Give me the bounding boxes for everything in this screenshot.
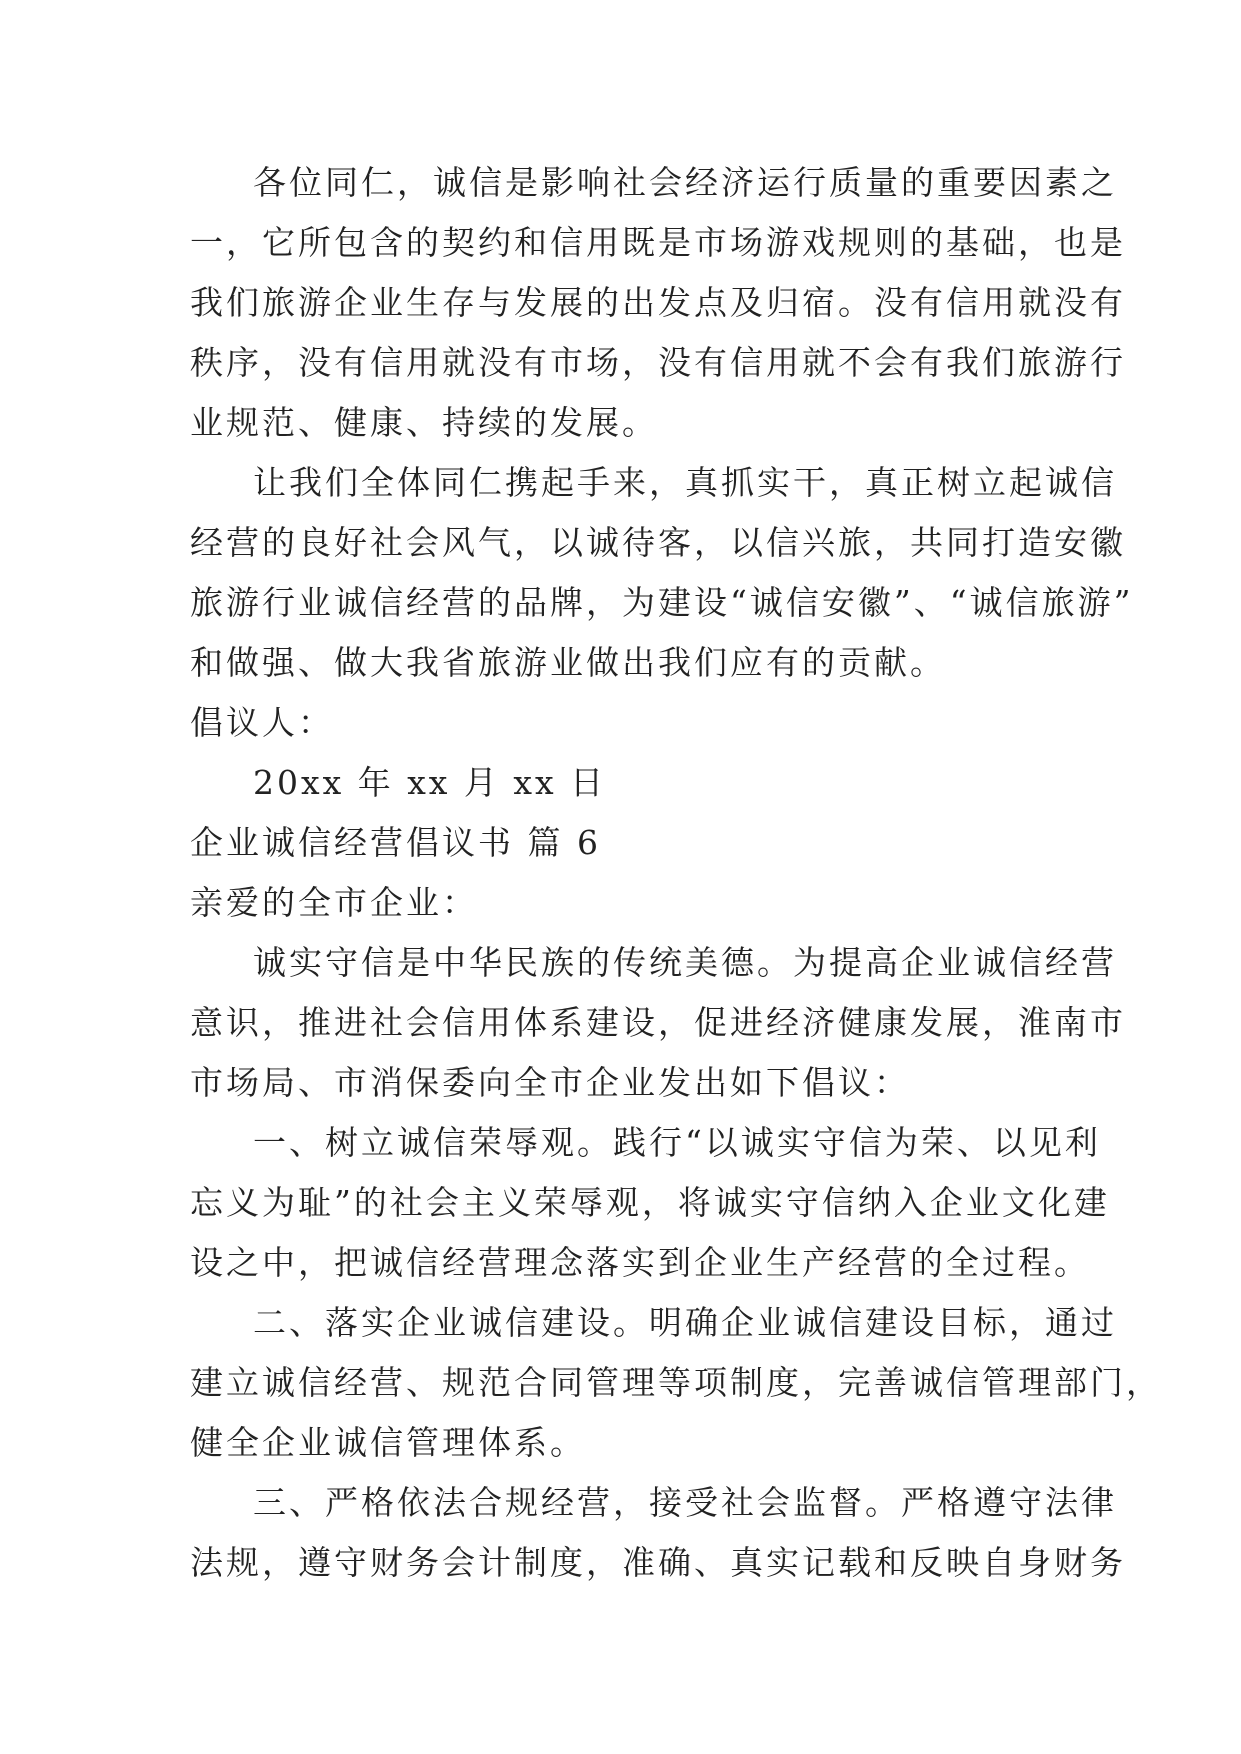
text-line: 诚实守信是中华民族的传统美德。为提高企业诚信经营 [253,943,1117,982]
text-line: 经营的良好社会风气，以诚待客，以信兴旅，共同打造安徽 [190,523,1126,562]
text-line: 二、落实企业诚信建设。明确企业诚信建设目标，通过 [253,1303,1117,1342]
text-line: 意识，推进社会信用体系建设，促进经济健康发展，淮南市 [190,1003,1126,1042]
text-line: 让我们全体同仁携起手来，真抓实干，真正树立起诚信 [253,463,1117,502]
text-line: 健全企业诚信管理体系。 [190,1423,586,1462]
date-line: 20xx 年 xx 月 xx 日 [253,763,607,802]
text-line: 各位同仁，诚信是影响社会经济运行质量的重要因素之 [253,163,1117,202]
text-line: 秩序，没有信用就没有市场，没有信用就不会有我们旅游行 [190,343,1126,382]
text-line: 旅游行业诚信经营的品牌，为建设“诚信安徽”、“诚信旅游” [190,583,1134,622]
salutation: 亲爱的全市企业： [190,883,478,922]
text-line: 业规范、健康、持续的发展。 [190,403,658,442]
text-line: 建立诚信经营、规范合同管理等项制度，完善诚信管理部门， [190,1363,1162,1402]
text-line: 一，它所包含的契约和信用既是市场游戏规则的基础，也是 [190,223,1126,262]
text-line: 法规，遵守财务会计制度，准确、真实记载和反映自身财务 [190,1543,1126,1582]
text-line: 市场局、市消保委向全市企业发出如下倡议： [190,1063,910,1102]
text-line: 设之中，把诚信经营理念落实到企业生产经营的全过程。 [190,1243,1090,1282]
signatory-label: 倡议人： [190,703,334,742]
text-line: 忘义为耻”的社会主义荣辱观，将诚实守信纳入企业文化建 [190,1183,1110,1222]
text-line: 我们旅游企业生存与发展的出发点及归宿。没有信用就没有 [190,283,1126,322]
text-line: 一、树立诚信荣辱观。践行“以诚实守信为荣、以见利 [253,1123,1101,1162]
text-line: 三、严格依法合规经营，接受社会监督。严格遵守法律 [253,1483,1117,1522]
text-line: 和做强、做大我省旅游业做出我们应有的贡献。 [190,643,946,682]
section-title: 企业诚信经营倡议书 篇 6 [190,823,601,862]
document-body [190,153,1162,1593]
